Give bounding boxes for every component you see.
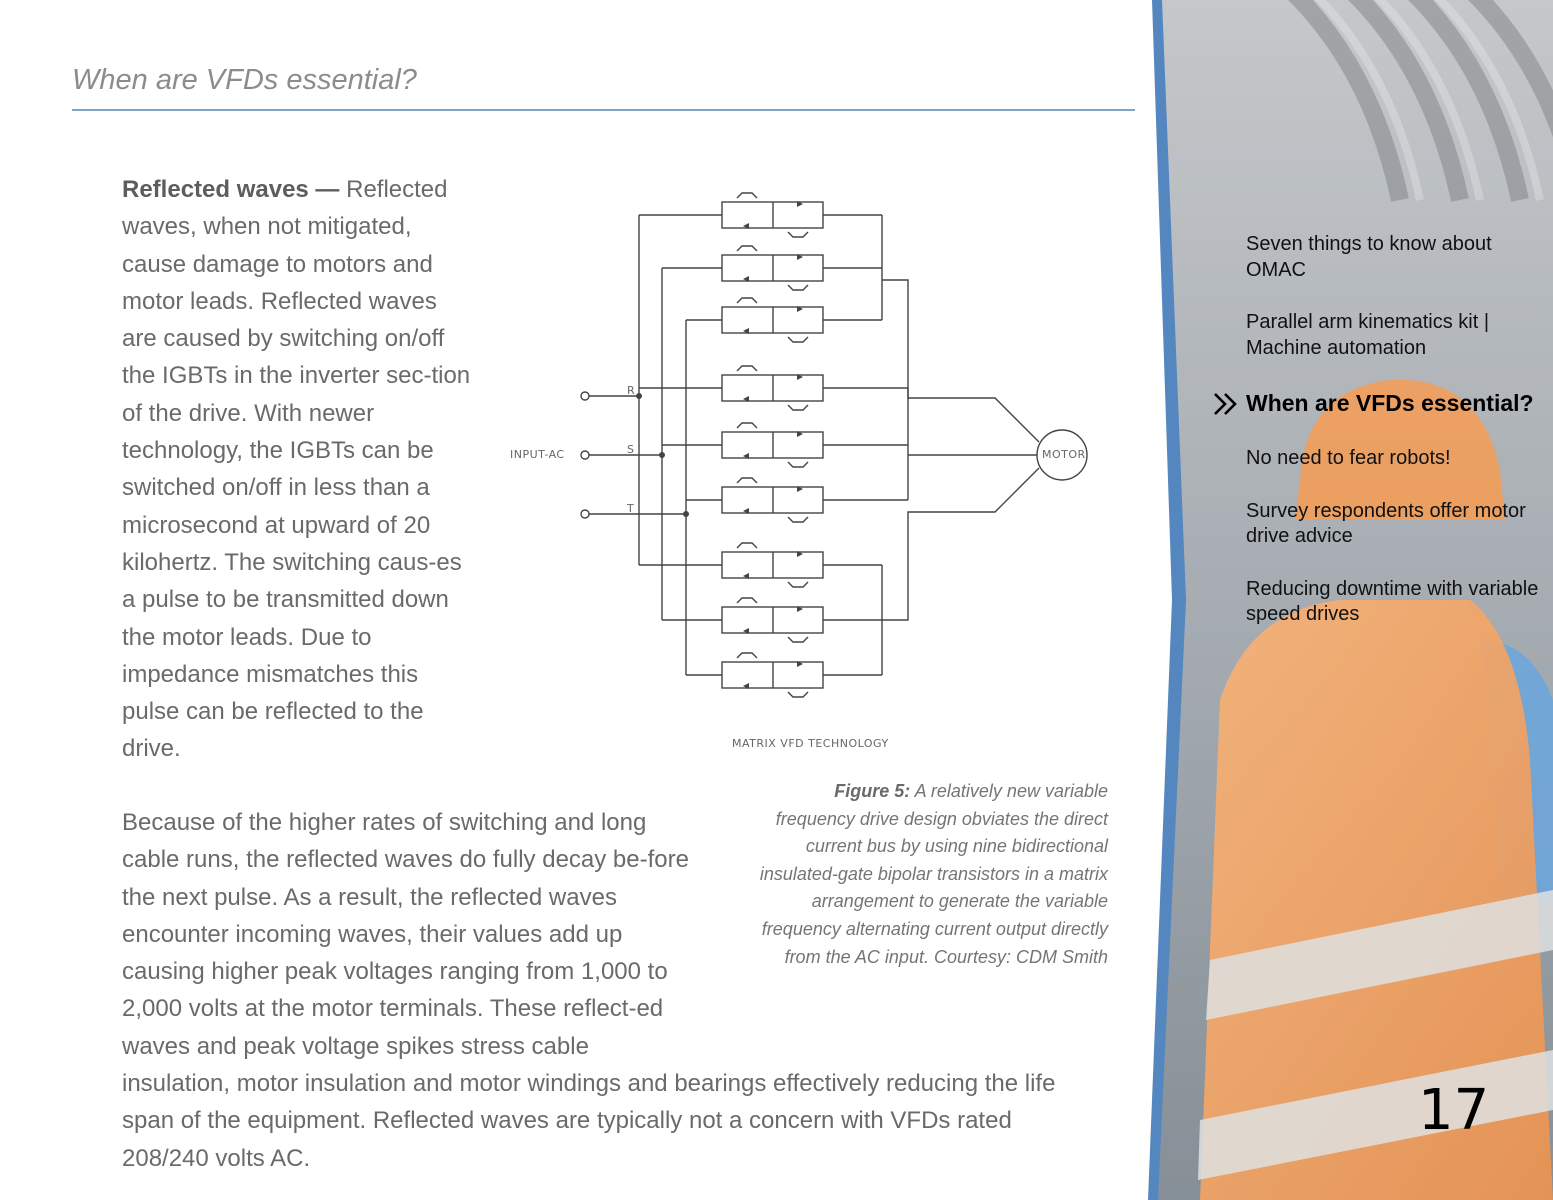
nav-item-vfds[interactable] <box>1246 388 1546 419</box>
page-title: When are VFDs essential? <box>72 64 417 96</box>
motor-lead-c <box>882 468 1039 620</box>
nav-item-robots[interactable]: No need to fear robots! <box>1246 447 1451 469</box>
nav-item-omac[interactable]: Seven things to know about OMAC <box>1246 233 1492 281</box>
switch-gate-a-3 <box>737 366 757 371</box>
nav-item-survey[interactable]: Survey respondents offer motor drive advice <box>1246 499 1526 547</box>
switch-gate-a-6 <box>737 543 757 548</box>
switch-gate-b-3 <box>788 405 808 410</box>
phase-r-label: R <box>627 384 636 397</box>
switch-gate-a-1 <box>737 246 757 251</box>
sidebar-nav <box>1246 232 1546 655</box>
matrix-vfd-diagram <box>505 180 1105 760</box>
switch-gate-b-2 <box>788 337 808 342</box>
switch-gate-b-7 <box>788 637 808 642</box>
article-paragraph-2 <box>122 804 1087 1177</box>
motor-label: MOTOR <box>1042 448 1086 461</box>
figure-caption-label: Figure 5: <box>834 781 911 801</box>
switch-gate-a-8 <box>737 653 757 658</box>
nav-item-downtime[interactable]: Reducing downtime with variable speed drives <box>1246 577 1539 625</box>
input-terminal-0 <box>581 392 589 400</box>
nav-item-vfds-label: When are VFDs essential? <box>1246 390 1534 416</box>
input-ac-label: INPUT-AC <box>510 448 565 461</box>
switch-gate-a-7 <box>737 598 757 603</box>
diagram-title: MATRIX VFD TECHNOLOGY <box>732 737 889 750</box>
switch-gate-a-0 <box>737 193 757 198</box>
switch-gate-b-8 <box>788 692 808 697</box>
switch-gate-b-4 <box>788 462 808 467</box>
motor-lead-a <box>882 280 1039 442</box>
nav-item-parallel-arm[interactable]: Parallel arm kinematics kit | Machine automation <box>1246 311 1490 359</box>
input-terminal-2 <box>581 510 589 518</box>
double-chevron-right-icon <box>1212 392 1240 416</box>
switch-gate-a-4 <box>737 423 757 428</box>
page-number: 17 <box>1418 1078 1490 1143</box>
paragraph-lead: Reflected waves — <box>122 176 340 203</box>
circuit-schematic <box>505 180 1105 760</box>
input-terminal-1 <box>581 451 589 459</box>
paragraph-1-text: Reflected waves, when not mitigated, cause damage to motors and motor leads. Reflected waves are caused by switching on/off the IGBTs in the inverter sec-tion of the drive. With newer technology, the IGBTs can be switched on/off in less than a microsecond at upward of 20 kilohertz. The switching caus-es a pulse to be transmitted down the motor leads. Due to impedance mismatches this pulse can be reflected to the drive. <box>122 176 471 763</box>
switch-gate-a-2 <box>737 298 757 303</box>
article-paragraph-1 <box>122 171 472 768</box>
switch-gate-b-6 <box>788 582 808 587</box>
switch-gate-a-5 <box>737 478 757 483</box>
figure-caption-text: A relatively new variable frequency drive design obviates the direct current bus by using nine bidirectional insulated-gate bipolar transistors in a matrix arrangement to generate the variable frequency alternating current output directly from the AC input. Courtesy: CDM Smith <box>759 781 1108 967</box>
title-divider <box>72 109 1135 111</box>
switch-gate-b-0 <box>788 232 808 237</box>
paragraph-2-text: Because of the higher rates of switching and long cable runs, the reflected waves do fully decay be-fore the next pulse. As a result, the reflected waves encounter incoming waves, their values add up causing higher peak voltages ranging from 1,000 to 2,000 volts at the motor terminals. These reflect-ed waves and peak voltage spikes stress cable insulation, motor insulation and motor windings and bearings effectively reducing the life span of the equipment. Reflected waves are typically not a concern with VFDs rated 208/240 volts AC. <box>122 809 1056 1172</box>
switch-gate-b-1 <box>788 285 808 290</box>
switch-gate-b-5 <box>788 517 808 522</box>
phase-t-label: T <box>627 502 635 515</box>
phase-s-label: S <box>627 443 635 456</box>
